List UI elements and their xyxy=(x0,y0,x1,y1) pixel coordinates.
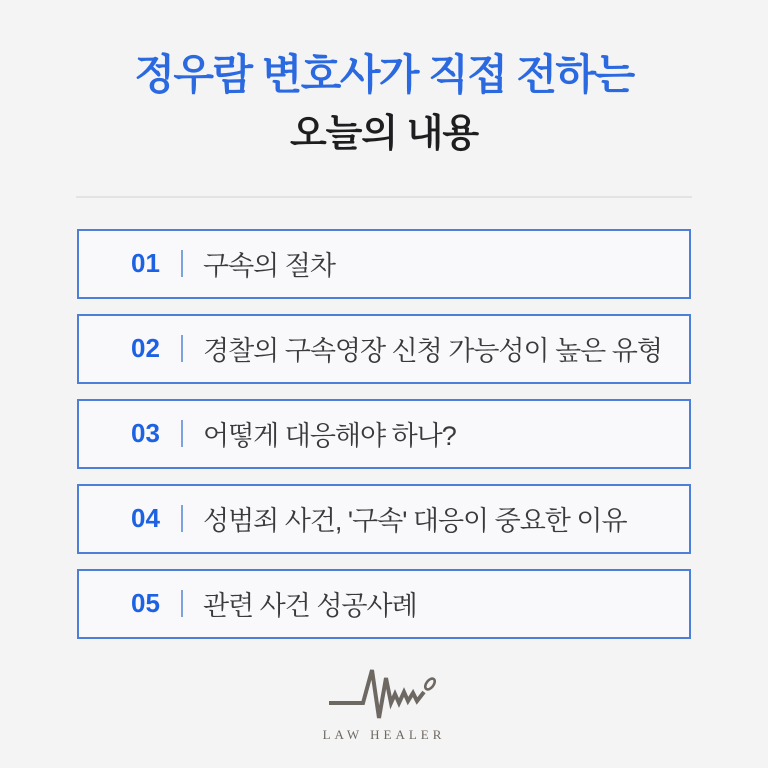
list-item xyxy=(77,229,691,299)
contents-list xyxy=(0,229,768,639)
page-title: 정우람 변호사가 직접 전하는 xyxy=(134,51,634,98)
item-number: 04 xyxy=(131,503,160,534)
list-item xyxy=(77,569,691,639)
item-number: 01 xyxy=(131,248,160,279)
item-label: 어떻게 대응해야 하나? xyxy=(203,421,456,452)
item-number: 03 xyxy=(131,418,160,449)
item-number: 02 xyxy=(131,333,160,364)
item-separator xyxy=(181,335,183,362)
footer-logo xyxy=(0,665,768,743)
item-separator xyxy=(181,250,183,277)
item-label: 성범죄 사건, '구속' 대응이 중요한 이유 xyxy=(203,506,627,537)
logo-wordmark: LAW HEALER xyxy=(322,726,446,742)
item-separator xyxy=(181,590,183,617)
item-label: 경찰의 구속영장 신청 가능성이 높은 유형 xyxy=(203,336,662,367)
list-item xyxy=(77,399,691,469)
page-subtitle: 오늘의 내용 xyxy=(289,113,479,156)
heartbeat-pen-icon xyxy=(325,665,443,723)
item-label: 관련 사건 성공사례 xyxy=(203,591,417,622)
item-separator xyxy=(181,505,183,532)
list-item xyxy=(77,314,691,384)
item-number: 05 xyxy=(131,588,160,619)
divider xyxy=(76,196,692,198)
list-item xyxy=(77,484,691,554)
item-separator xyxy=(181,420,183,447)
item-label: 구속의 절차 xyxy=(203,251,335,282)
header xyxy=(0,0,768,156)
